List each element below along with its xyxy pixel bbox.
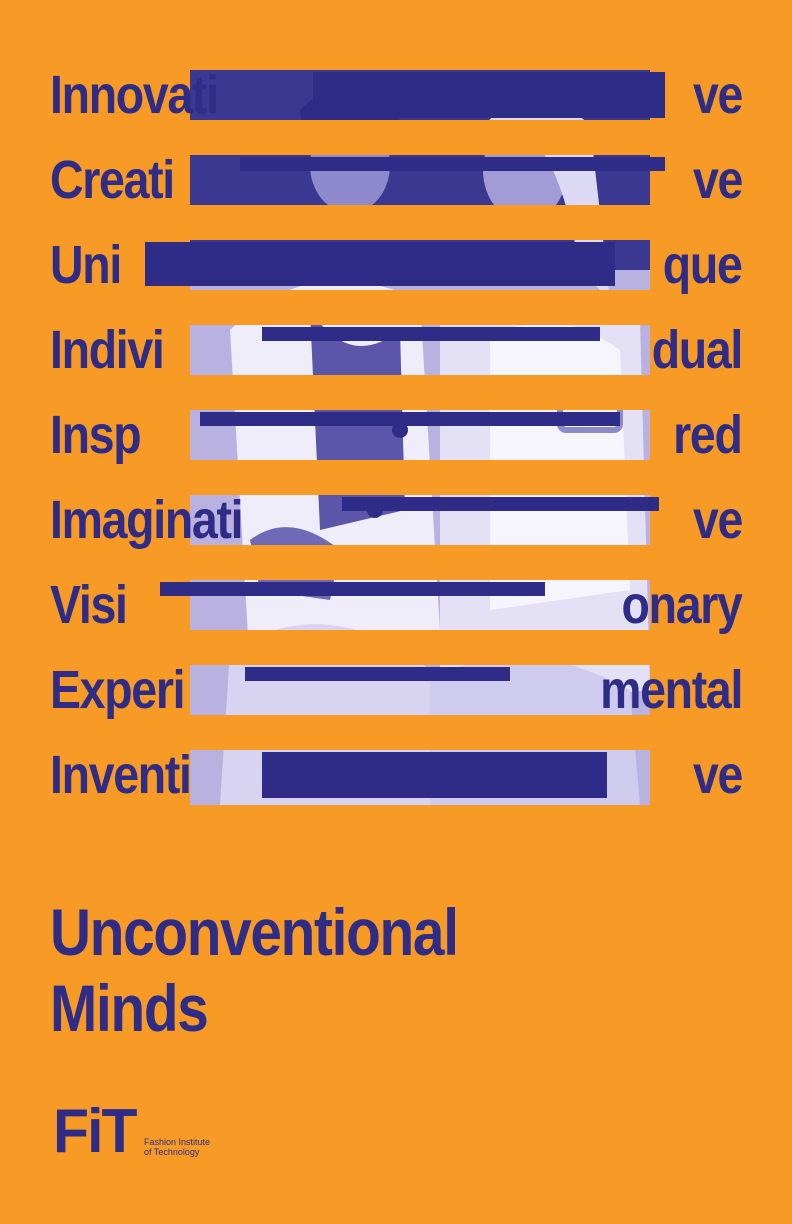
word-suffix: ve [692,150,742,210]
word-row-unique [50,230,742,300]
logo-wordmark [144,1137,214,1158]
word-suffix: que [663,235,742,295]
word-prefix: Imaginati [50,490,243,550]
word-row-creative [50,145,742,215]
word-suffix: onary [621,575,742,635]
logo-line-2: of Technology [143,1147,200,1158]
word-row-experimental [50,655,742,725]
word-row-inspired [50,400,742,470]
word-suffix: ve [692,65,742,125]
word-prefix: Visi [50,575,127,635]
fit-logo [53,1097,214,1166]
word-suffix: mental [600,660,742,720]
word-suffix: red [673,405,742,465]
headline-line-2: Minds [50,970,208,1045]
word-prefix: Inventi [50,745,191,805]
word-row-individual [50,315,742,385]
word-row-imaginative [50,485,742,555]
word-row-innovative [50,60,742,130]
logo-line-1: Fashion Institute [143,1137,211,1148]
word-suffix: ve [692,745,742,805]
word-row-visionary [50,570,742,640]
word-prefix: Indivi [50,320,164,380]
logo-mark: FiT [53,1097,136,1166]
word-row-inventive [50,740,742,810]
word-suffix: ve [692,490,742,550]
word-prefix: Insp [50,405,141,465]
headline-line-1: Unconventional [50,895,458,969]
word-prefix: Experi [50,660,185,720]
word-prefix: Creati [50,150,174,210]
word-prefix: Innovati [50,65,218,125]
headline [50,895,524,1047]
word-prefix: Uni [50,235,121,295]
word-suffix: dual [651,320,742,380]
